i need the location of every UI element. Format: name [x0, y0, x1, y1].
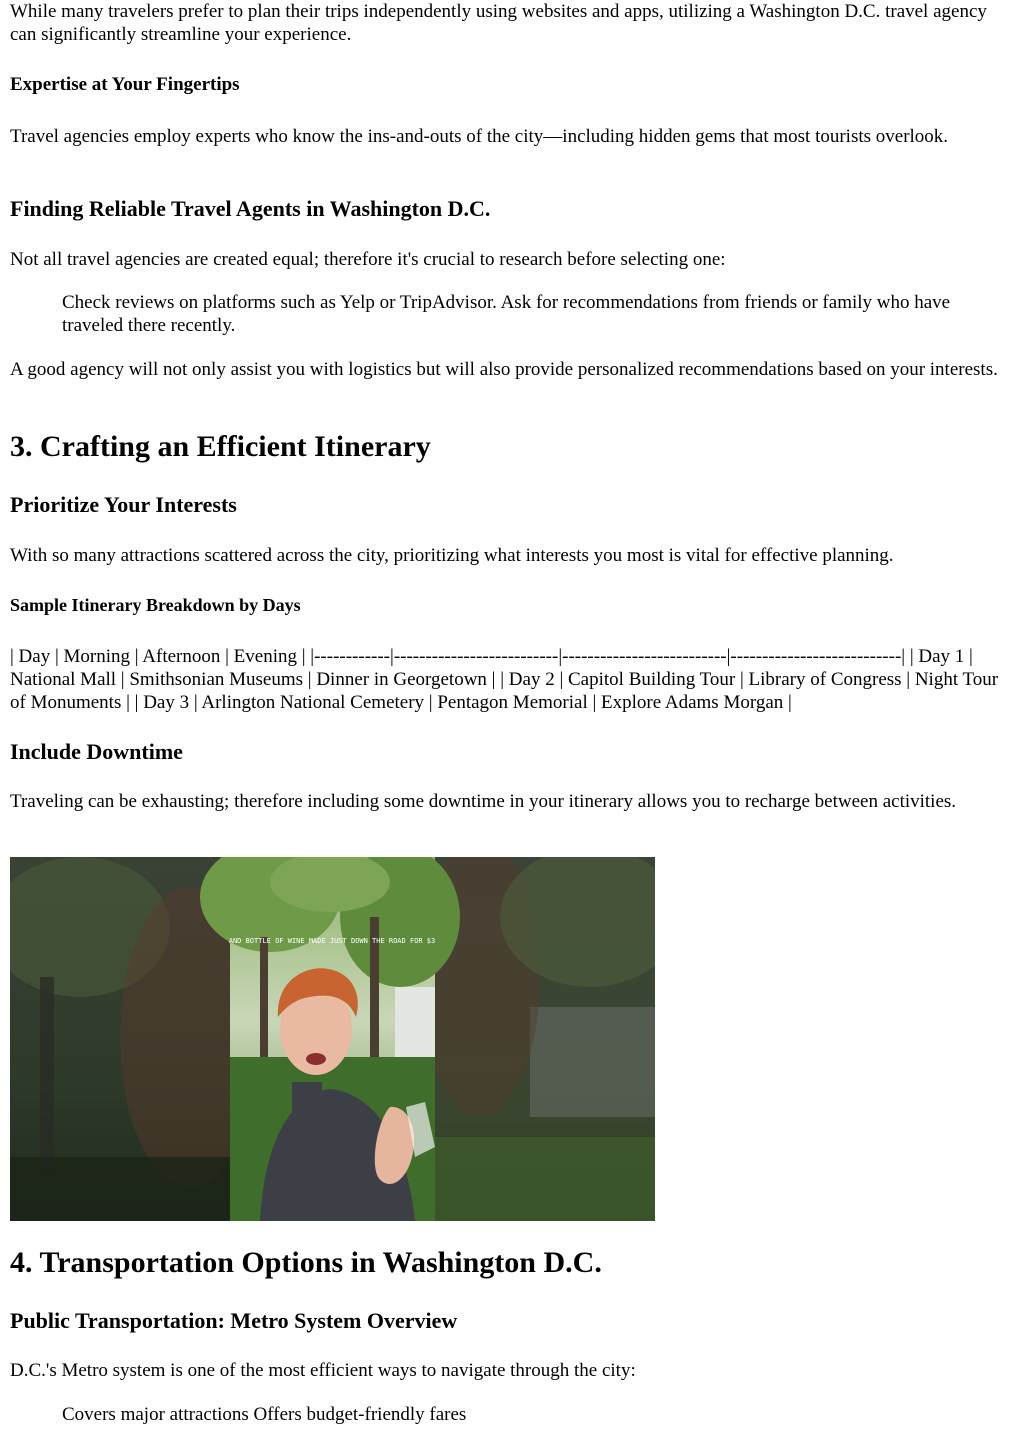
section-4-heading: 4. Transportation Options in Washington D.C. [10, 1246, 602, 1279]
expertise-heading: Expertise at Your Fingertips [10, 74, 240, 95]
sample-itinerary-heading: Sample Itinerary Breakdown by Days [10, 595, 301, 615]
prioritize-paragraph: With so many attractions scattered across the city, prioritizing what interests you most is vital for effective planning. [10, 545, 894, 566]
downtime-heading: Include Downtime [10, 739, 183, 764]
agency-paragraph: A good agency will not only assist you with logistics but will also provide personalized recommendations based on your interests. [10, 359, 998, 380]
downtime-paragraph: Traveling can be exhausting; therefore including some downtime in your itinerary allows you to recharge between activities. [10, 791, 957, 812]
prioritize-heading: Prioritize Your Interests [10, 492, 237, 517]
finding-agents-paragraph: Not all travel agencies are created equal; therefore it's crucial to research before selecting one: [10, 249, 726, 270]
video-thumbnail[interactable] [10, 857, 655, 1221]
metro-paragraph: D.C.'s Metro system is one of the most efficient ways to navigate through the city: [10, 1360, 636, 1381]
video-thumbnail-image [10, 857, 655, 1221]
section-3-heading: 3. Crafting an Efficient Itinerary [10, 430, 431, 463]
metro-quote: Covers major attractions Offers budget-friendly fares [62, 1404, 467, 1425]
expertise-paragraph: Travel agencies employ experts who know the ins-and-outs of the city—including hidden gems that most tourists overlook. [10, 126, 949, 147]
video-caption: AND BOTTLE OF WINE MADE JUST DOWN THE ROAD FOR $3 [228, 937, 436, 945]
finding-agents-quote: Check reviews on platforms such as Yelp or TripAdvisor. Ask for recommendations from friends or family who have traveled there recently. [62, 292, 951, 336]
itinerary-raw-table: | Day | Morning | Afternoon | Evening | |------------|--------------------------|--------------------------|---------------------------| | Day 1 | National Mall | Smithsonian Museums | Dinner in Georgetown | | Day 2 | Capitol Building Tour | Library of Congress | Night Tour of Monuments | | Day 3 | Arlington National Cemetery | Pentagon Memorial | Explore Adams Morgan | [10, 646, 999, 713]
metro-heading: Public Transportation: Metro System Overview [10, 1308, 458, 1333]
intro-paragraph: While many travelers prefer to plan their trips independently using websites and apps, utilizing a Washington D.C. travel agency can significantly streamline your experience. [10, 1, 987, 45]
finding-agents-heading: Finding Reliable Travel Agents in Washington D.C. [10, 196, 491, 221]
